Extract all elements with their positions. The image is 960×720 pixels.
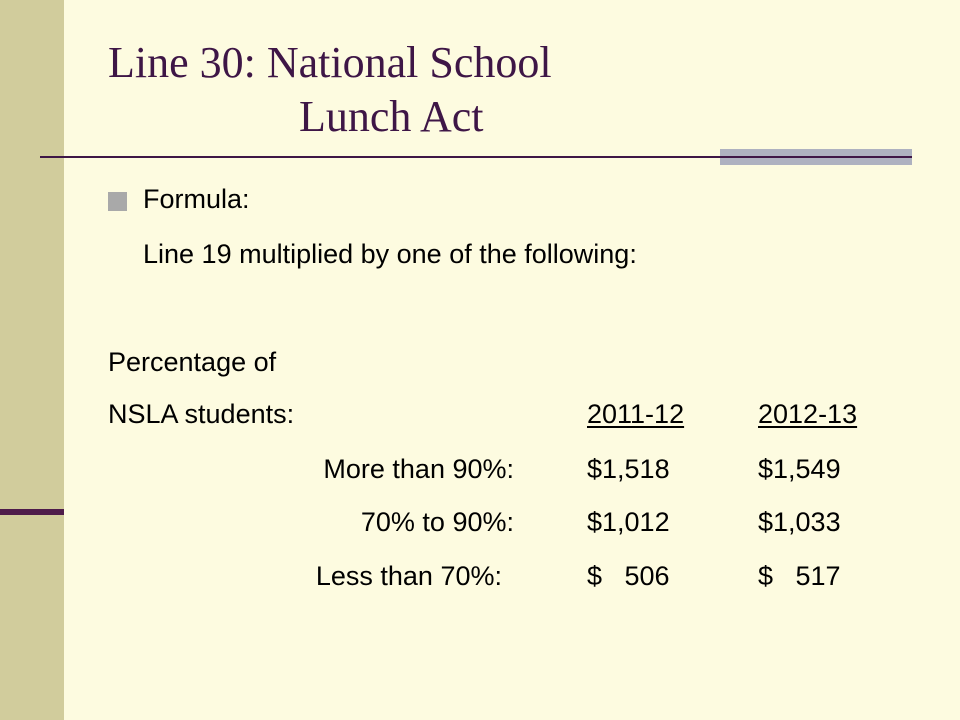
title-divider-accent xyxy=(720,149,912,165)
bullet-square-icon xyxy=(108,192,127,211)
row-value-2011-12: $ 506 xyxy=(587,561,670,591)
slide-title xyxy=(108,36,552,144)
row-value-2012-13: $1,549 xyxy=(758,454,841,484)
year-header-2011-12: 2011-12 xyxy=(587,399,685,429)
year-header-2012-13: 2012-13 xyxy=(758,399,858,429)
table-header-line-2: NSLA students: xyxy=(108,399,295,429)
bullet-text: Formula: xyxy=(143,184,250,214)
left-accent-bar xyxy=(0,509,64,515)
row-value-2012-13: $1,033 xyxy=(758,507,841,537)
formula-text: Line 19 multiplied by one of the following: xyxy=(143,239,637,269)
row-label-less-than-70: Less than 70%: xyxy=(315,561,502,591)
title-line-2: Lunch Act xyxy=(299,92,484,141)
left-decorative-band xyxy=(0,0,64,720)
row-value-2011-12: $1,518 xyxy=(587,454,670,484)
row-label-more-than-90: More than 90%: xyxy=(323,454,514,484)
title-line-1: Line 30: National School xyxy=(108,38,552,87)
row-value-2011-12: $1,012 xyxy=(587,507,670,537)
row-label-70-to-90: 70% to 90%: xyxy=(360,507,514,537)
row-value-2012-13: $ 517 xyxy=(758,561,841,591)
table-header-line-1: Percentage of xyxy=(108,347,277,377)
